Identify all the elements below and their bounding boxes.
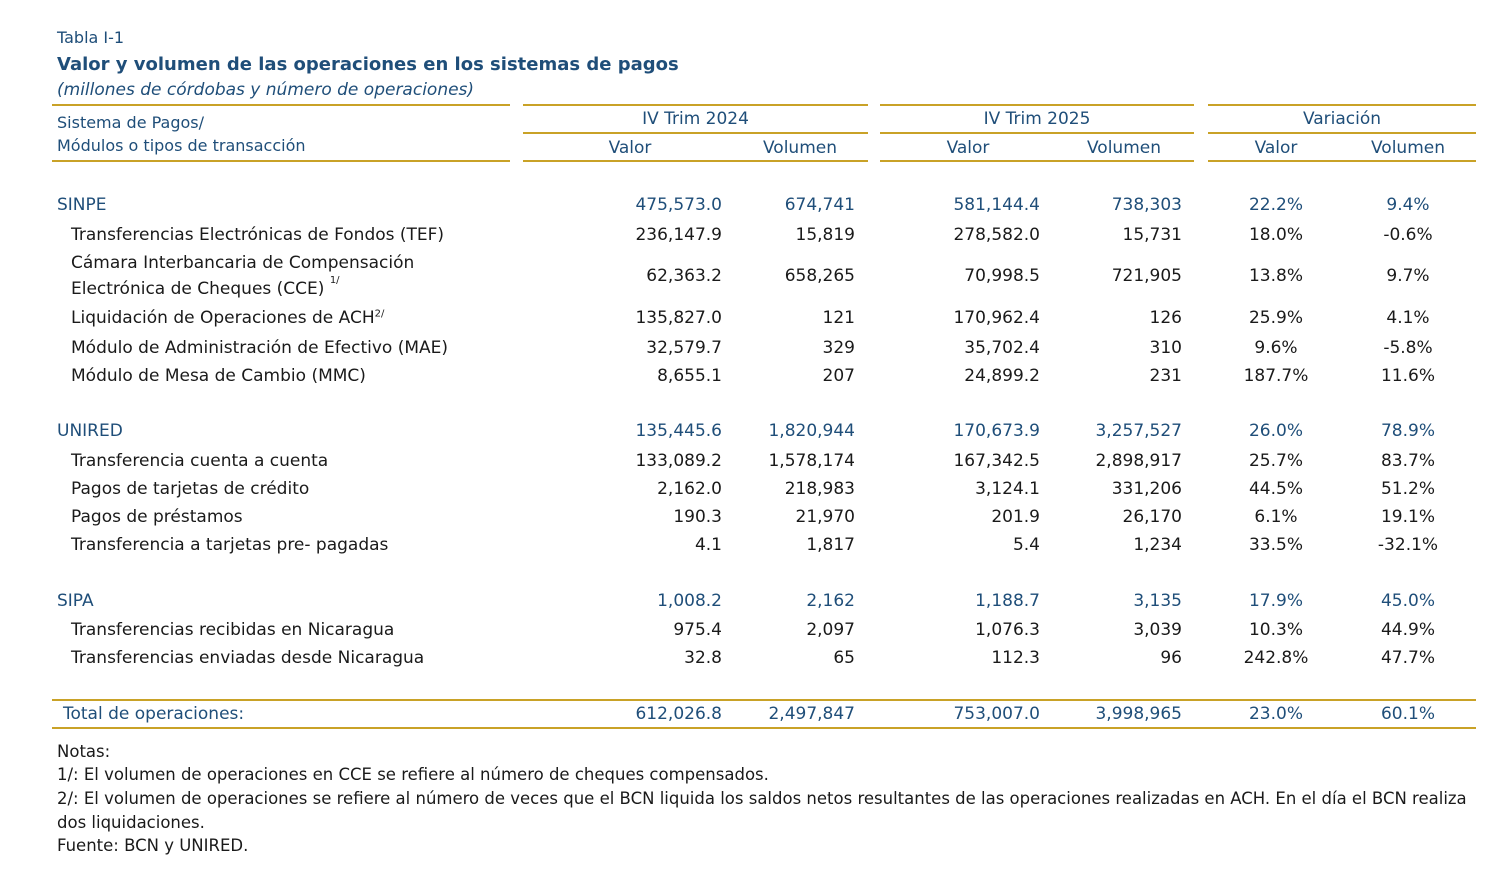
header-period-2024: IV Trim 2024	[642, 109, 749, 129]
footnote-ref: 1/	[329, 275, 340, 287]
header-rule-2024-mid	[523, 132, 868, 134]
notes-heading: Notas:	[57, 742, 111, 761]
total-var-valor: 23.0%	[1248, 704, 1303, 724]
row-label-text: Pagos de préstamos	[71, 507, 243, 527]
row-label	[71, 479, 309, 499]
row-label	[71, 648, 424, 668]
cell-var-valor: 187.7%	[1243, 366, 1309, 386]
row-label-text: Módulo de Administración de Efectivo (MAE)	[71, 338, 449, 358]
row-label	[71, 338, 448, 358]
row-label-text: Transferencia cuenta a cuenta	[71, 451, 329, 471]
cell-var-valor: 25.7%	[1248, 451, 1303, 471]
cell-var-volumen: 9.4%	[1386, 195, 1430, 215]
cell-var-valor: 33.5%	[1248, 535, 1303, 555]
cell-valor-2025: 24,899.2	[964, 366, 1040, 386]
cell-volumen-2024: 2,162	[806, 591, 855, 611]
cell-valor-2024: 32,579.7	[646, 338, 722, 358]
cell-var-volumen: 11.6%	[1380, 366, 1435, 386]
cell-volumen-2025: 331,206	[1111, 479, 1182, 499]
cell-volumen-2024: 329	[822, 338, 855, 358]
cell-valor-2024: 236,147.9	[635, 225, 722, 245]
cell-volumen-2025: 721,905	[1111, 266, 1182, 286]
cell-valor-2024: 32.8	[684, 648, 722, 668]
total-volumen-2024: 2,497,847	[768, 704, 855, 724]
cell-var-volumen: 51.2%	[1380, 479, 1435, 499]
cell-valor-2024: 135,445.6	[635, 421, 722, 441]
row-label-text: UNIRED	[57, 421, 123, 441]
cell-var-volumen: 47.7%	[1380, 648, 1435, 668]
cell-volumen-2024: 1,578,174	[768, 451, 855, 471]
cell-valor-2024: 133,089.2	[635, 451, 722, 471]
cell-var-volumen: 19.1%	[1380, 507, 1435, 527]
header-rule-2024-bottom	[523, 160, 868, 162]
cell-var-valor: 13.8%	[1248, 266, 1303, 286]
row-label-text: Transferencias enviadas desde Nicaragua	[71, 648, 425, 668]
cell-valor-2025: 170,673.9	[953, 421, 1040, 441]
row-label	[71, 451, 328, 471]
row-label-text: Electrónica de Cheques (CCE)	[71, 279, 325, 299]
cell-var-valor: 242.8%	[1243, 648, 1309, 668]
cell-var-valor: 22.2%	[1248, 195, 1303, 215]
row-label	[71, 308, 384, 328]
row-label-text: Pagos de tarjetas de crédito	[71, 479, 310, 499]
table-title: Valor y volumen de las operaciones en los sistemas de pagos	[57, 54, 679, 75]
row-label-text: Liquidación de Operaciones de ACH	[71, 308, 375, 328]
cell-volumen-2025: 738,303	[1111, 195, 1182, 215]
cell-volumen-2025: 126	[1149, 308, 1182, 328]
cell-valor-2024: 4.1	[694, 535, 722, 555]
cell-volumen-2025: 3,135	[1133, 591, 1182, 611]
header-rule-2024-top	[523, 104, 868, 106]
cell-volumen-2025: 231	[1149, 366, 1182, 386]
cell-volumen-2025: 15,731	[1122, 225, 1182, 245]
row-label	[71, 366, 366, 386]
cell-var-volumen: 83.7%	[1380, 451, 1435, 471]
note-2: 2/: El volumen de operaciones se refiere al número de veces que el BCN liquida los saldos netos resultantes de las operaciones realizadas en ACH. En el día el BCN realiza dos liquidaciones.	[57, 789, 1467, 832]
header-period-2025: IV Trim 2025	[983, 109, 1091, 129]
header-volumen-2025: Volumen	[1086, 138, 1161, 158]
cell-volumen-2025: 3,257,527	[1095, 421, 1182, 441]
cell-valor-2024: 8,655.1	[657, 366, 722, 386]
row-label-line2	[71, 275, 340, 299]
row-label	[71, 225, 444, 245]
cell-volumen-2025: 310	[1149, 338, 1182, 358]
cell-volumen-2024: 218,983	[784, 479, 855, 499]
cell-valor-2024: 190.3	[673, 507, 722, 527]
cell-valor-2025: 5.4	[1012, 535, 1040, 555]
cell-volumen-2025: 96	[1160, 648, 1182, 668]
cell-var-volumen: -32.1%	[1377, 535, 1439, 555]
section-label	[57, 421, 123, 441]
header-rule-var-top	[1208, 104, 1476, 106]
cell-var-valor: 25.9%	[1248, 308, 1303, 328]
section-label	[57, 591, 94, 611]
row-label-text: Transferencia a tarjetas pre- pagadas	[71, 535, 389, 555]
total-valor-2025: 753,007.0	[953, 704, 1040, 724]
cell-valor-2025: 112.3	[991, 648, 1040, 668]
cell-valor-2024: 475,573.0	[635, 195, 722, 215]
cell-var-volumen: 45.0%	[1380, 591, 1435, 611]
cell-volumen-2025: 2,898,917	[1095, 451, 1182, 471]
row-label-text: Transferencias Electrónicas de Fondos (TEF)	[71, 225, 445, 245]
cell-volumen-2024: 207	[822, 366, 855, 386]
cell-valor-2025: 581,144.4	[953, 195, 1040, 215]
total-rule-top	[52, 699, 1476, 701]
table-label: Tabla I-1	[57, 28, 125, 47]
cell-var-volumen: 44.9%	[1380, 620, 1435, 640]
cell-valor-2024: 2,162.0	[657, 479, 722, 499]
cell-var-valor: 10.3%	[1248, 620, 1303, 640]
note-1: 1/: El volumen de operaciones en CCE se refiere al número de cheques compensados.	[57, 765, 769, 784]
row-label	[71, 620, 394, 640]
cell-volumen-2024: 121	[822, 308, 855, 328]
notes-source: Fuente: BCN y UNIRED.	[57, 836, 249, 855]
total-label: Total de operaciones:	[63, 704, 245, 724]
cell-valor-2025: 170,962.4	[953, 308, 1040, 328]
row-label-text: Módulo de Mesa de Cambio (MMC)	[71, 366, 366, 386]
header-rule-var-mid	[1208, 132, 1476, 134]
header-row-label-2: Módulos o tipos de transacción	[57, 136, 306, 155]
cell-valor-2025: 1,188.7	[975, 591, 1040, 611]
cell-valor-2025: 278,582.0	[953, 225, 1040, 245]
cell-valor-2025: 1,076.3	[975, 620, 1040, 640]
cell-valor-2025: 70,998.5	[964, 266, 1040, 286]
cell-valor-2025: 3,124.1	[975, 479, 1040, 499]
cell-volumen-2024: 21,970	[795, 507, 855, 527]
cell-volumen-2025: 26,170	[1122, 507, 1182, 527]
header-rule-left-bottom	[52, 160, 510, 162]
row-label: Cámara Interbancaria de Compensación	[71, 253, 415, 273]
cell-valor-2025: 167,342.5	[953, 451, 1040, 471]
cell-var-volumen: 4.1%	[1386, 308, 1430, 328]
cell-var-volumen: -0.6%	[1383, 225, 1433, 245]
cell-valor-2025: 35,702.4	[964, 338, 1040, 358]
cell-volumen-2025: 1,234	[1133, 535, 1182, 555]
cell-valor-2024: 975.4	[673, 620, 722, 640]
cell-var-volumen: 78.9%	[1380, 421, 1435, 441]
cell-var-valor: 17.9%	[1248, 591, 1303, 611]
cell-volumen-2024: 1,820,944	[768, 421, 855, 441]
row-label	[71, 535, 388, 555]
cell-volumen-2024: 658,265	[784, 266, 855, 286]
cell-var-volumen: 9.7%	[1386, 266, 1430, 286]
header-volumen-var: Volumen	[1370, 138, 1445, 158]
cell-volumen-2024: 2,097	[806, 620, 855, 640]
row-label-text: SINPE	[57, 195, 107, 215]
total-volumen-2025: 3,998,965	[1095, 704, 1182, 724]
header-rule-var-bottom	[1208, 160, 1476, 162]
cell-var-valor: 44.5%	[1248, 479, 1303, 499]
cell-volumen-2025: 3,039	[1133, 620, 1182, 640]
header-rule-2025-top	[880, 104, 1194, 106]
cell-var-volumen: -5.8%	[1383, 338, 1433, 358]
header-valor-2025: Valor	[946, 138, 990, 158]
cell-var-valor: 6.1%	[1254, 507, 1298, 527]
header-volumen-2024: Volumen	[762, 138, 837, 158]
table-subtitle: (millones de córdobas y número de operaciones)	[57, 80, 475, 100]
cell-volumen-2024: 65	[833, 648, 855, 668]
header-valor-2024: Valor	[608, 138, 652, 158]
total-rule-bottom	[52, 727, 1476, 729]
header-variation: Variación	[1302, 109, 1382, 129]
header-rule-left-top	[52, 104, 510, 106]
cell-volumen-2024: 674,741	[784, 195, 855, 215]
row-label	[71, 507, 243, 527]
total-valor-2024: 612,026.8	[635, 704, 722, 724]
header-row-label-1: Sistema de Pagos/	[57, 113, 205, 132]
footnote-ref: 2/	[374, 308, 385, 320]
cell-volumen-2024: 15,819	[795, 225, 855, 245]
cell-var-valor: 9.6%	[1254, 338, 1298, 358]
row-label-text: SIPA	[57, 591, 94, 611]
cell-volumen-2024: 1,817	[806, 535, 855, 555]
cell-var-valor: 26.0%	[1248, 421, 1303, 441]
section-label	[57, 195, 107, 215]
cell-valor-2024: 135,827.0	[635, 308, 722, 328]
header-rule-2025-bottom	[880, 160, 1194, 162]
row-label-text: Transferencias recibidas en Nicaragua	[71, 620, 395, 640]
header-valor-var: Valor	[1254, 138, 1298, 158]
total-var-volumen: 60.1%	[1380, 704, 1435, 724]
header-rule-2025-mid	[880, 132, 1194, 134]
cell-valor-2025: 201.9	[991, 507, 1040, 527]
cell-var-valor: 18.0%	[1248, 225, 1303, 245]
cell-valor-2024: 1,008.2	[657, 591, 722, 611]
cell-valor-2024: 62,363.2	[646, 266, 722, 286]
